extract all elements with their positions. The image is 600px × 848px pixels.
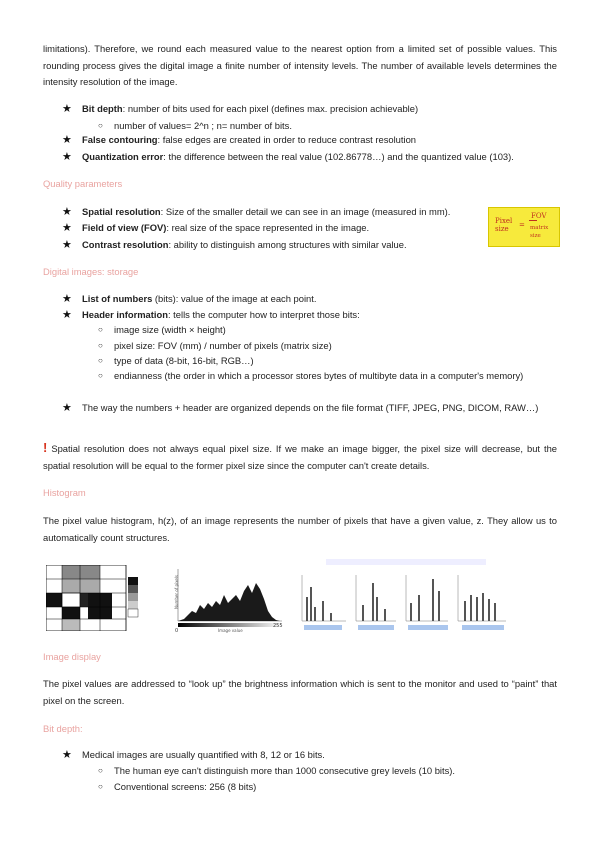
bullet-medical-images: ★ Medical images are usually quantified with 8, 12 or 16 bits. [62, 747, 325, 764]
sub-bullet-conventional-screens: ○ Conventional screens: 256 (8 bits) [98, 779, 256, 796]
heading-image-display: Image display [43, 651, 101, 662]
sticky-fov: FOV [531, 212, 547, 220]
bullet-list-of-numbers: ★ List of numbers (bits): value of the image at each point. [62, 291, 316, 308]
histogram-comparison-figure [296, 557, 512, 635]
histogram-paragraph: The pixel value histogram, h(z), of an image represents the number of pixels that have a given value, z. They allow us to automatically count structures. [43, 515, 557, 543]
exclamation-icon: ! [43, 440, 48, 455]
star-icon: ★ [62, 134, 72, 146]
sub-bullet-pixel-size: ○ pixel size: FOV (mm) / number of pixels (matrix size) [98, 338, 332, 355]
heading-histogram: Histogram [43, 487, 86, 498]
mini-chart-2 [356, 575, 396, 630]
sub-bullet-image-size: ○ image size (width × height) [98, 322, 226, 339]
histogram-figure [170, 565, 288, 633]
warning-paragraph: ! Spatial resolution does not always equal pixel size. If we make an image bigger, the pixel size will decrease, but the spatial resolution will be equal to the former pixel size since the computer can't create details. [43, 440, 558, 471]
sub-bullet-number-of-values: ○ number of values= 2^n ; n= number of bits. [98, 118, 292, 135]
intro-paragraph: limitations). Therefore, we round each measured value to the nearest option from a limited set of possible values. This rounding process gives the digital image a finite number of intensity levels. The number of available levels determines the intensity resolution of the image. [43, 43, 557, 87]
circle-bullet-icon: ○ [98, 341, 103, 350]
heading-bit-depth: Bit depth: [43, 723, 83, 734]
star-icon: ★ [62, 309, 72, 321]
bullet-field-of-view: ★ Field of view (FOV): real size of the space represented in the image. [62, 220, 369, 237]
star-icon: ★ [62, 749, 72, 761]
star-icon: ★ [62, 103, 72, 115]
sub-bullet-type-of-data: ○ type of data (8-bit, 16-bit, RGB…) [98, 353, 254, 370]
bullet-contrast-resolution: ★ Contrast resolution: ability to distinguish among structures with similar value. [62, 237, 407, 254]
lookup-table-legend [128, 577, 138, 617]
bullet-header-information: ★ Header information: tells the computer how to interpret those bits: [62, 307, 360, 324]
sub-bullet-endianness: ○ endianness (the order in which a processor stores bytes of multibyte data in a computer's memory) [98, 368, 557, 385]
star-icon: ★ [62, 239, 72, 251]
circle-bullet-icon: ○ [98, 371, 103, 380]
sticky-left-text: Pixel size [495, 217, 513, 233]
mini-chart-1 [302, 575, 346, 630]
sticky-equals: = [519, 221, 525, 229]
sticky-note-pixel-size [488, 207, 560, 247]
sticky-fraction-line [529, 220, 537, 221]
pixel-grid-figure [46, 565, 158, 631]
sticky-matrix-size: matrix size [530, 225, 549, 239]
heading-digital-images-storage: Digital images: storage [43, 266, 139, 277]
circle-bullet-icon: ○ [98, 325, 103, 334]
image-display-paragraph: The pixel values are addressed to “look up” the brightness information which is sent to the monitor and used to “paint” that pixel on the screen. [43, 678, 557, 706]
hist-x-start: 0 [175, 628, 179, 633]
mini-chart-4 [458, 575, 506, 630]
circle-bullet-icon: ○ [98, 782, 103, 791]
bullet-quantization-error: ★ Quantization error: the difference between the real value (102.86778…) and the quantized value (103). [62, 149, 514, 166]
star-icon: ★ [62, 402, 72, 414]
circle-bullet-icon: ○ [98, 356, 103, 365]
star-icon: ★ [62, 206, 72, 218]
bullet-bit-depth: ★ Bit depth: number of bits used for each pixel (defines max. precision achievable) [62, 101, 418, 118]
hist-distribution [178, 583, 280, 621]
star-icon: ★ [62, 151, 72, 163]
star-icon: ★ [62, 293, 72, 305]
bullet-file-format: ★ The way the numbers + header are organized depends on the file format (TIFF, JPEG, PNG, DICOM, RAW…) [62, 400, 557, 417]
hist-y-label: Number of pixels [174, 574, 179, 609]
heading-quality-parameters: Quality parameters [43, 178, 123, 189]
star-icon: ★ [62, 222, 72, 234]
mini-chart-3 [406, 575, 448, 630]
hist-gray-scale-bar [178, 623, 282, 627]
hist-x-label: Image value [218, 628, 243, 633]
sub-bullet-human-eye: ○ The human eye can't distinguish more than 1000 consecutive grey levels (10 bits). [98, 763, 455, 780]
hist-x-end: 255 [273, 623, 283, 629]
bullet-spatial-resolution: ★ Spatial resolution: Size of the smaller detail we can see in an image (measured in mm). [62, 204, 450, 221]
circle-bullet-icon: ○ [98, 766, 103, 775]
bullet-false-contouring: ★ False contouring: false edges are created in order to reduce contrast resolution [62, 132, 416, 149]
question-banner [326, 559, 486, 565]
circle-bullet-icon: ○ [98, 121, 103, 130]
